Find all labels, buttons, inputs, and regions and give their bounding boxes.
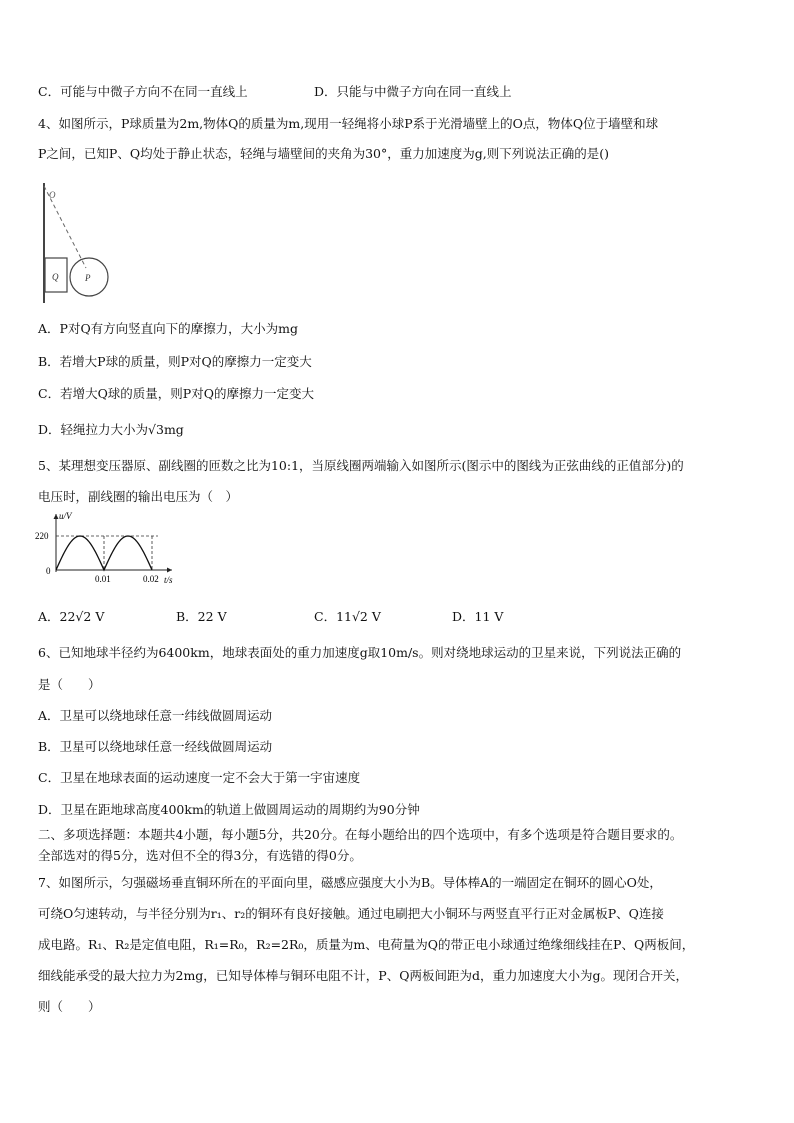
- y-axis-label: u/V: [59, 511, 72, 521]
- q4-option-b: B．若增大P球的质量，则P对Q的摩擦力一定变大: [38, 354, 312, 369]
- q6-option-a: A．卫星可以绕地球任意一纬线做圆周运动: [38, 708, 273, 723]
- y-tick-label-220: 220: [35, 531, 49, 541]
- q4-option-d: D．轻绳拉力大小为√3mg: [38, 422, 184, 437]
- q3-option-c: C．可能与中微子方向不在同一直线上: [38, 84, 248, 99]
- q5-voltage-chart: [34, 506, 184, 588]
- q6-option-c: C．卫星在地球表面的运动速度一定不会大于第一宇宙速度: [38, 770, 361, 785]
- q5-option-d: D．11 V: [452, 609, 504, 624]
- x-axis-arrow: [167, 568, 172, 573]
- x-axis-label: t/s: [164, 575, 173, 585]
- q7-line2: 可绕O匀速转动，与半径分别为r₁、r₂的铜环有良好接触。通过电刷把大小铜环与两竖直平行正对金属板P、Q连接: [38, 906, 664, 921]
- q4-label-p: P: [85, 273, 91, 283]
- q4-stem-line2: P之间，已知P、Q均处于静止状态，轻绳与墙壁间的夹角为30°，重力加速度为g,则下列说法正确的是(): [38, 146, 609, 161]
- q5-stem-line2: 电压时，副线圈的输出电压为（ ）: [38, 489, 239, 504]
- q4-option-a: A．P对Q有方向竖直向下的摩擦力，大小为mg: [38, 321, 299, 336]
- y-tick-label-0: 0: [46, 566, 51, 576]
- q7-line5: 则（ ）: [38, 999, 101, 1014]
- q7-line3: 成电路。R₁、R₂是定值电阻，R₁=R₀，R₂=2R₀，质量为m、电荷量为Q的带正电小球通过绝缘细线挂在P、Q两板间，: [38, 937, 695, 952]
- q5-stem-line1: 5、某理想变压器原、副线圈的匝数之比为10:1，当原线圈两端输入如图所示(图示中的图线为正弦曲线的正值部分)的: [38, 458, 684, 473]
- section2-instructions-line1: 二、多项选择题：本题共4小题，每小题5分，共20分。在每小题给出的四个选项中，有多个选项是符合题目要求的。: [38, 827, 683, 842]
- q6-stem-line1: 6、已知地球半径约为6400km，地球表面处的重力加速度g取10m/s。则对绕地球运动的卫星来说，下列说法正确的: [38, 645, 682, 660]
- q6-stem-line2: 是（ ）: [38, 677, 101, 692]
- q4-option-c: C．若增大Q球的质量，则P对Q的摩擦力一定变大: [38, 386, 314, 401]
- q4-label-o: O: [49, 190, 56, 200]
- q7-line1: 7、如图所示，匀强磁场垂直铜环所在的平面向里，磁感应强度大小为B。导体棒A的一端固定在铜环的圆心O处，: [38, 875, 662, 890]
- q5-option-c: C．11√2 V: [314, 609, 381, 624]
- q4-label-q: Q: [52, 272, 59, 282]
- q3-option-d: D．只能与中微子方向在同一直线上: [314, 84, 512, 99]
- q6-option-d: D．卫星在距地球高度400km的轨道上做圆周运动的周期约为90分钟: [38, 802, 420, 817]
- q6-option-b: B．卫星可以绕地球任意一经线做圆周运动: [38, 739, 273, 754]
- q7-line4: 细线能承受的最大拉力为2mg，已知导体棒与铜环电阻不计，P、Q两板间距为d，重力加速度大小为g。现闭合开关，: [38, 968, 688, 983]
- q4-stem-line1: 4、如图所示，P球质量为2m,物体Q的质量为m,现用一轻绳将小球P系于光滑墙壁上的O点，物体Q位于墙壁和球: [38, 116, 659, 131]
- section2-instructions-line2: 全部选对的得5分，选对但不全的得3分，有选错的得0分。: [38, 848, 362, 863]
- q4-figure: [34, 178, 124, 308]
- q5-option-a: A．22√2 V: [38, 609, 105, 624]
- y-axis-arrow: [54, 514, 59, 519]
- q5-option-b: B．22 V: [176, 609, 227, 624]
- x-tick-label-0.01: 0.01: [95, 574, 111, 584]
- x-tick-label-0.02: 0.02: [143, 574, 159, 584]
